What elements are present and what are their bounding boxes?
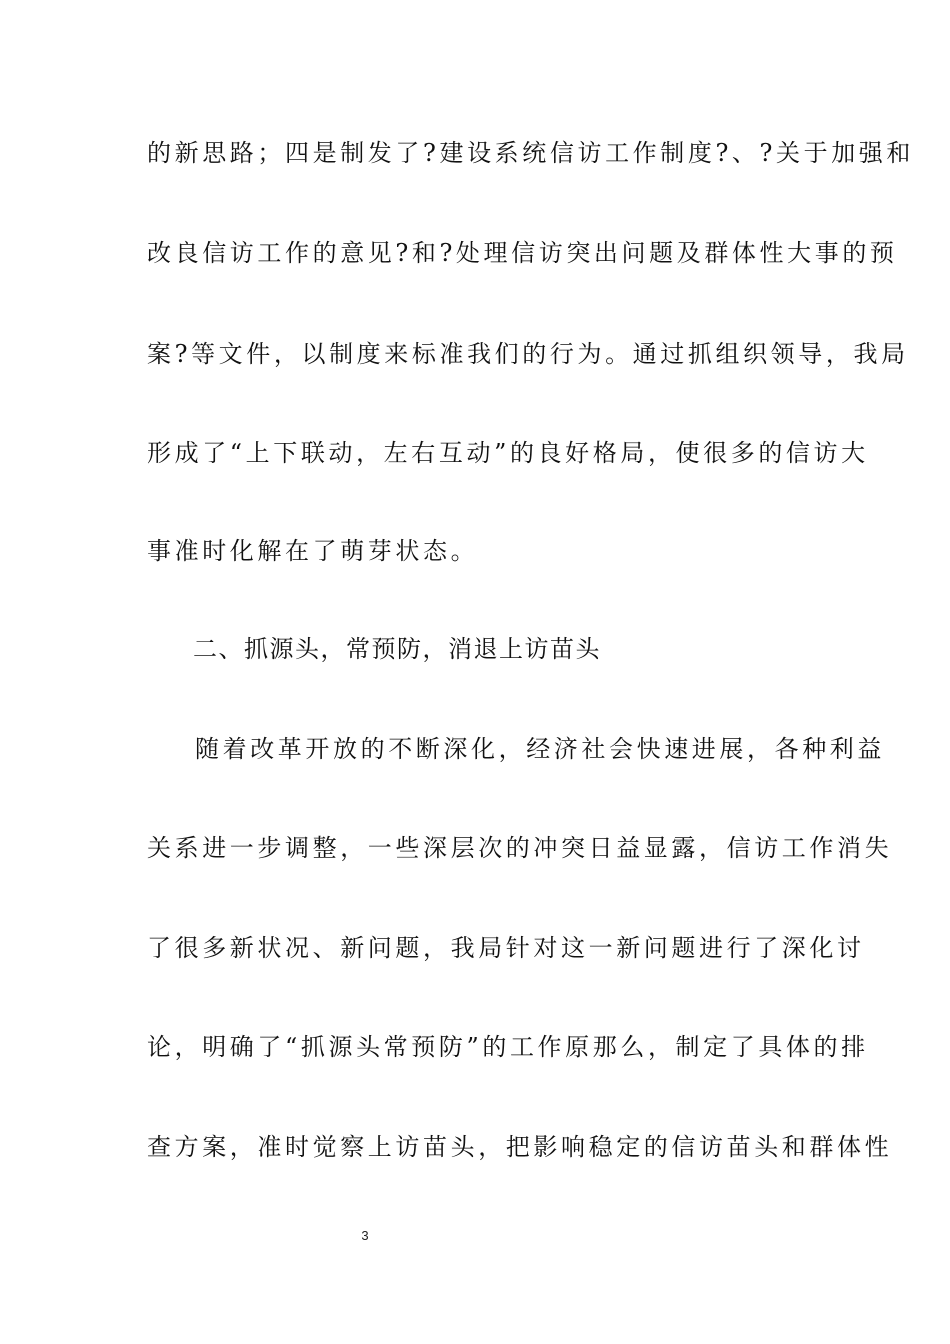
- paragraph-line-4: 形成了“上下联动，左右互动”的良好格局，使很多的信访大: [147, 439, 869, 467]
- paragraph-line-2: 改良信访工作的意见?和?处理信访突出问题及群体性大事的预: [147, 239, 898, 267]
- paragraph-line-3: 案?等文件，以制度来标准我们的行为。通过抓组织领导，我局: [147, 340, 909, 368]
- page-number: 3: [361, 1228, 369, 1243]
- paragraph-line-10: 查方案，准时觉察上访苗头，把影响稳定的信访苗头和群体性: [147, 1133, 893, 1161]
- paragraph-line-9: 论，明确了“抓源头常预防”的工作原那么，制定了具体的排: [147, 1033, 869, 1061]
- paragraph-line-6: 随着改革开放的不断深化，经济社会快速进展，各种利益: [195, 735, 885, 763]
- paragraph-line-7: 关系进一步调整，一些深层次的冲突日益显露，信访工作消失: [147, 834, 893, 862]
- paragraph-line-8: 了很多新状况、新问题，我局针对这一新问题进行了深化讨: [147, 934, 865, 962]
- paragraph-line-1: 的新思路；四是制发了?建设系统信访工作制度?、?关于加强和: [147, 139, 914, 167]
- paragraph-line-5: 事准时化解在了萌芽状态。: [147, 537, 479, 565]
- section-heading: 二、抓源头，常预防，消退上访苗头: [193, 635, 601, 663]
